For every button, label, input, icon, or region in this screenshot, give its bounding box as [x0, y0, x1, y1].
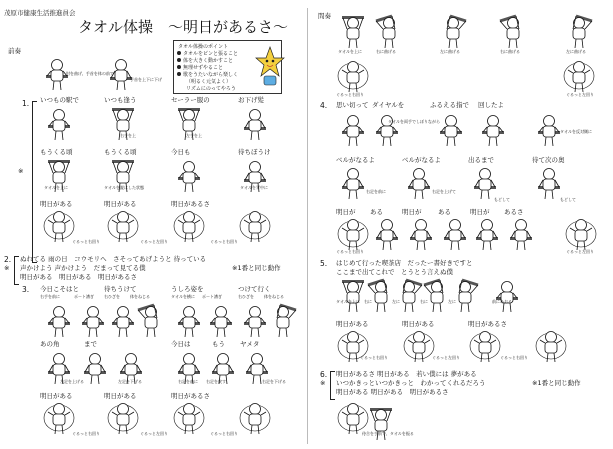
move-caption: ぐるっと左回り	[140, 239, 168, 244]
exercise-figure	[496, 14, 530, 50]
same-as-verse1-note: ※1番と同じ動作	[232, 264, 281, 272]
lyric: 明日がある	[336, 320, 369, 328]
bullet-icon	[177, 72, 181, 76]
exercise-figure	[468, 165, 502, 201]
move-caption: 左に	[392, 299, 400, 304]
move-caption: タオルを上に	[336, 299, 360, 304]
same-as-verse1-note: ※1番と同じ動作	[532, 379, 581, 387]
move-caption: 左足を上げる	[60, 379, 84, 384]
point-item: 無理せずやること	[183, 65, 224, 71]
page-subtitle: ～明日があるさ～	[168, 18, 289, 36]
lyric: お下げ髪	[238, 96, 264, 104]
exercise-figure	[370, 112, 404, 148]
exercise-figure	[42, 106, 76, 142]
lyric: 待ちぼうけ	[238, 148, 271, 156]
point-item: タオルをピンと張ること	[183, 51, 239, 57]
exercise-figure	[562, 14, 596, 50]
lyric: 思い切って	[336, 101, 369, 109]
prelude-caption: 肘を曲げ、手首を体の前で	[66, 71, 114, 76]
point-item: リズムにのってやろう	[186, 86, 236, 92]
section-number: 3.	[22, 285, 30, 294]
exercise-figure	[534, 328, 568, 364]
lyric: 待ちうけて	[104, 285, 137, 293]
move-caption: 左足を下げる	[118, 379, 142, 384]
lyric: ヤメタ	[240, 340, 260, 348]
exercise-figure	[172, 303, 206, 339]
move-caption: ぐるっと右回り	[210, 431, 238, 436]
bullet-icon	[177, 51, 181, 55]
move-caption: ぐるっと右回り	[72, 239, 100, 244]
move-caption: タオルを背中に	[240, 185, 268, 190]
lyric: 回したよ	[478, 101, 504, 109]
exercise-figure	[504, 216, 538, 252]
lyric: 明日が	[402, 208, 422, 216]
move-caption: 左手を上	[186, 133, 202, 138]
lyric: もう	[212, 340, 225, 348]
lyric: 明日がある	[104, 392, 137, 400]
lyric: もうくる頃	[104, 148, 137, 156]
move-caption: 右足を前に	[366, 189, 386, 194]
move-caption: タオルを両手でしぼりながら	[388, 119, 440, 124]
exercise-figure	[470, 216, 504, 252]
move-caption: ぐるっと右回り	[336, 92, 364, 97]
move-caption: タオルを上に	[338, 49, 362, 54]
repeat-bracket	[14, 256, 19, 285]
move-caption: ぐるっと右回り	[336, 249, 364, 254]
exercise-figure	[438, 216, 472, 252]
move-caption: 左に	[448, 299, 456, 304]
lyric: あるさ	[504, 208, 524, 216]
move-caption: ぐるっと右回り	[72, 431, 100, 436]
exercise-figure	[42, 208, 76, 244]
lyric: ベルがなるよ	[336, 156, 375, 164]
exercise-figure	[266, 303, 300, 339]
lyric: 明日があるさ	[468, 320, 507, 328]
move-caption: 右ひざを	[104, 294, 120, 299]
lyric: つけて行く	[238, 285, 271, 293]
move-caption: 右に	[364, 299, 372, 304]
lyric-line: いつかきっといつかきっと わかってくれるだろう	[336, 379, 486, 387]
lyric-line: 明日があるさ 明日がある 若い僕には 夢がある	[336, 370, 477, 378]
exercise-figure	[172, 208, 206, 244]
lyric-line: ここまで出てこれで とうとう言えぬ僕	[336, 268, 453, 276]
lyric-line: はじめて行った喫茶店 だったー書好きですと	[336, 259, 473, 267]
lyric: まで	[84, 340, 97, 348]
move-caption: 前にあおる	[492, 299, 512, 304]
move-caption: 右手を上	[120, 133, 136, 138]
lyric: 明日がある	[40, 392, 73, 400]
exercise-figure	[336, 216, 370, 252]
move-caption: ぐるっと右回り	[210, 239, 238, 244]
repeat-bracket	[32, 101, 37, 263]
points-heading: タオル体操のポイント	[178, 44, 229, 50]
exercise-figure	[562, 58, 596, 94]
move-caption: ぐるっと右回り	[360, 355, 388, 360]
move-caption: 体をねじる	[264, 294, 284, 299]
prelude-caption: 手首を上下に下げ	[130, 77, 162, 82]
section-number: 5.	[320, 259, 328, 268]
exercise-figure	[434, 112, 468, 148]
exercise-figure	[238, 208, 272, 244]
interlude-label: 間奏	[318, 12, 331, 20]
exercise-figure	[476, 112, 510, 148]
lyric: 出るまで	[468, 156, 494, 164]
lyric: あの角	[40, 340, 60, 348]
exercise-figure	[42, 400, 76, 436]
lyric: 明日がある	[402, 320, 435, 328]
move-caption: 右足を戻す	[206, 379, 226, 384]
exercise-figure	[364, 406, 398, 442]
repeat-mark: ※	[320, 379, 326, 387]
move-caption: 右ひざを	[238, 294, 254, 299]
lyric: ダイヤルを	[372, 101, 405, 109]
move-caption: もどして	[560, 197, 576, 202]
move-caption: ぐるっと左回り	[566, 92, 594, 97]
lyric: いつもの駅で	[40, 96, 79, 104]
move-caption: 右足を前に	[178, 379, 198, 384]
repeat-mark: ※	[4, 264, 10, 272]
exercise-figure	[106, 400, 140, 436]
lyric: セーラー服の	[171, 96, 210, 104]
section-number: 6.	[320, 370, 328, 379]
section-number: 1.	[22, 99, 30, 108]
lyric: 明日があるさ	[171, 392, 210, 400]
exercise-figure	[172, 158, 206, 194]
lyric: 明日がある	[40, 200, 73, 208]
move-caption: 体をねじる	[130, 294, 150, 299]
exercise-figure	[238, 400, 272, 436]
exercise-figure	[402, 328, 436, 364]
exercise-figure	[106, 208, 140, 244]
point-item: 歌をうたいながら楽しく	[183, 72, 239, 78]
move-caption: 右に曲げる	[376, 49, 396, 54]
move-caption: タオルを反対側に	[560, 129, 592, 134]
move-caption: タオルを横に	[171, 294, 195, 299]
point-item: （明るく元気よく）	[186, 79, 232, 85]
move-caption: タオルを縦にした状態	[104, 185, 144, 190]
bullet-icon	[177, 58, 181, 62]
exercise-figure	[204, 303, 238, 339]
exercise-figure	[402, 165, 436, 201]
lyric: ベルがなるよ	[402, 156, 441, 164]
move-caption: 右に曲げる	[500, 49, 520, 54]
lyric-line: ぬれてる 雨の日 コウモリへ さそってあげようと 待っている	[20, 255, 207, 263]
lyric: 明日があるさ	[171, 200, 210, 208]
move-caption: ぐるっと右回り	[500, 355, 528, 360]
move-caption: 右足を下げる	[262, 379, 286, 384]
lyric: 明日が	[470, 208, 490, 216]
exercise-figure	[336, 112, 370, 148]
lyric: ある	[438, 208, 451, 216]
exercise-figure	[134, 303, 168, 339]
exercise-figure	[370, 216, 404, 252]
move-caption: ポート漕ぎ	[202, 294, 222, 299]
exercise-figure	[490, 278, 524, 314]
lyric: うしろ姿を	[171, 285, 204, 293]
lyric: 待て次の奥	[532, 156, 565, 164]
move-caption: ぐるっと左回り	[432, 355, 460, 360]
exercise-figure	[42, 303, 76, 339]
exercise-figure	[448, 278, 482, 314]
lyric: 今日こそはと	[40, 285, 79, 293]
lyric: ある	[370, 208, 383, 216]
move-caption: もどして	[494, 197, 510, 202]
lyric-line: 明日がある 明日がある 明日があるさ	[20, 273, 137, 281]
move-caption: ぐるっと左回り	[566, 249, 594, 254]
move-caption: ポート漕ぎ	[74, 294, 94, 299]
section-number: 4.	[320, 101, 328, 110]
lyric: ふるえる指で	[430, 101, 469, 109]
page-title: タオル体操	[78, 18, 154, 36]
exercise-figure	[372, 14, 406, 50]
exercise-figure	[404, 216, 438, 252]
exercise-figure	[336, 14, 370, 50]
lyric: 今日も	[171, 148, 191, 156]
exercise-figure	[172, 400, 206, 436]
move-caption: 右足を上げて	[432, 189, 456, 194]
move-caption: 右に	[420, 299, 428, 304]
organization-name: 茂原市健康生活推進員会	[4, 9, 76, 17]
lyric: 今日は	[171, 340, 191, 348]
move-caption: 左に曲げる	[440, 49, 460, 54]
move-caption: 右手を前に	[40, 294, 60, 299]
lyric-line: 声かけよう 声かけよう だまって見てる僕	[20, 264, 146, 272]
bullet-icon	[177, 65, 181, 69]
column-divider	[307, 8, 308, 444]
exercise-figure	[436, 14, 470, 50]
exercise-figure	[532, 165, 566, 201]
section-number: 2.	[4, 255, 12, 264]
exercise-figure	[76, 303, 110, 339]
repeat-mark: ※	[18, 167, 24, 175]
lyric: もうくる頃	[40, 148, 73, 156]
lyric-line: 明日がある 明日がある 明日があるさ	[336, 388, 449, 396]
move-caption: タオルを上に	[44, 185, 68, 190]
mascot-star-icon	[255, 45, 285, 87]
lyric: 明日がある	[104, 200, 137, 208]
point-item: 体を大きく動かすこと	[183, 58, 234, 64]
lyric: 明日が	[336, 208, 356, 216]
exercise-figure	[336, 58, 370, 94]
exercise-figure	[336, 165, 370, 201]
move-caption: ぐるっと左回り	[140, 431, 168, 436]
prelude-label: 前奏	[8, 47, 21, 55]
exercise-figure	[564, 216, 598, 252]
end-caption: 待合を手前で、タオルを振る	[362, 431, 414, 436]
repeat-bracket	[330, 371, 335, 400]
exercise-figure	[238, 106, 272, 142]
lyric: いつも逢う	[104, 96, 137, 104]
move-caption: 左に曲げる	[566, 49, 586, 54]
exercise-figure	[468, 328, 502, 364]
